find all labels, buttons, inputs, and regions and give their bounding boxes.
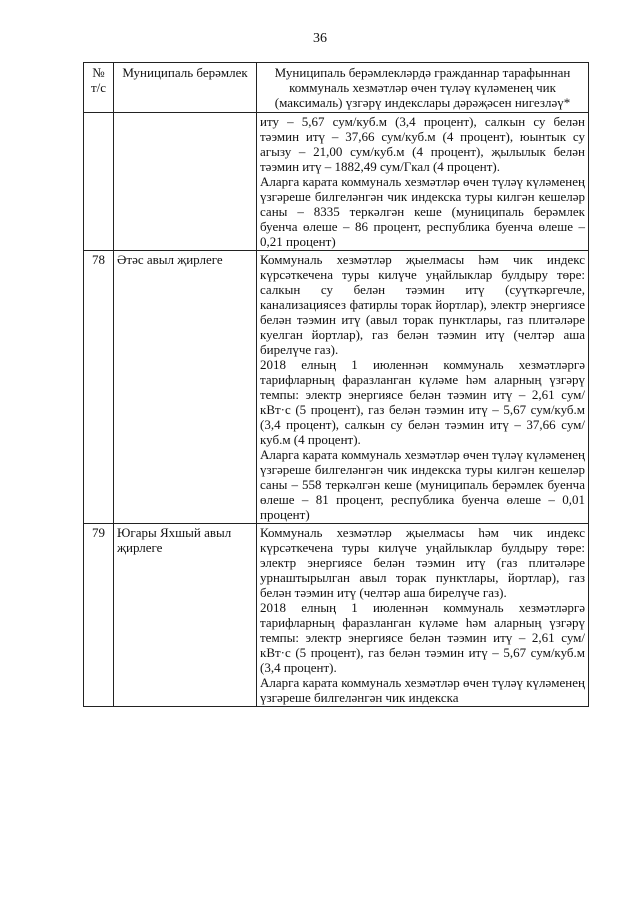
row-municipality: [114, 113, 257, 251]
row-number: 78: [84, 251, 114, 524]
page-number: 36: [313, 31, 327, 46]
description-paragraph: иту – 5,67 сум/куб.м (3,4 процент), салкын су белән тәэмин итү – 37,66 сум/куб.м (4 процент), юынтык су агызу – 21,00 сум/куб.м (4 процент), җылылык белән тәэмин итү – 1882,49 сум/Гкал (4 процент).: [260, 114, 585, 174]
row-number: [84, 113, 114, 251]
description-paragraph: Аларга карата коммуналь хезмәтләр өчен түләү күләменең үзгәреше билгеләнгән чик индекска туры килгән кешеләр саны – 558 теркәлгән кеше (муниципаль берәмлек буенча өлеше – 81 процент, республика буенча өлеше – 0,01 процент): [260, 447, 585, 522]
header-municipality: Муниципаль берәмлек: [114, 63, 257, 113]
row-description: [257, 524, 589, 707]
row-municipality: Югары Яхшый авыл җирлеге: [114, 524, 257, 707]
row-description: [257, 251, 589, 524]
row-number: 79: [84, 524, 114, 707]
description-paragraph: Коммуналь хезмәтләр җыелмасы һәм чик индекс күрсәткечена туры килүче уңайлыклар булдыру төре: салкын су белән тәэмин итү (суүткәргечле, канализациясез фатирлы торак йортлар), электр энергиясе белән тәэмин итү (авыл торак пунктлары, газ плитәләре куелган йортлар), газ белән тәэмин итү (челтәр аша бирелүче газ).: [260, 252, 585, 357]
row-description: [257, 113, 589, 251]
header-description: Муниципаль берәмлекләрдә гражданнар тарафыннан коммуналь хезмәтләр өчен түләү күләменең чик (максималь) үзгәрү индекслары дәрәҗәсен нигезләү*: [257, 63, 589, 113]
table-row: [84, 251, 589, 524]
header-number: № т/с: [84, 63, 114, 113]
description-paragraph: 2018 елның 1 июленнән коммуналь хезмәтләргә тарифларның фаразланган күләме һәм аларның үзгәрү темпы: электр энергиясе белән тәэмин итү – 2,61 сум/кВт·с (5 процент), газ белән тәэмин итү – 5,67 сум/куб.м (3,4 процент), салкын су белән тәэмин итү – 37,66 сум/куб.м (4 процент).: [260, 357, 585, 447]
description-paragraph: Коммуналь хезмәтләр җыелмасы һәм чик индекс күрсәткечена туры килүче уңайлыклар булдыру төре: электр энергиясе белән тәэмин итү (газ плитәләре урнаштырылган авыл торак пунктлары, йортлар), газ белән тәэмин итү (челтәр аша бирелүче газ).: [260, 525, 585, 600]
row-municipality: Әтәс авыл җирлеге: [114, 251, 257, 524]
description-paragraph: 2018 елның 1 июленнән коммуналь хезмәтләргә тарифларның фаразланган күләме һәм аларның үзгәрү темпы: электр энергиясе белән тәэмин итү – 2,61 сум/кВт·с (5 процент), газ белән тәэмин итү – 5,67 сум/куб.м (3,4 процент).: [260, 600, 585, 675]
tariff-index-table: [83, 62, 589, 707]
table-header-row: [84, 63, 589, 113]
table-row: [84, 113, 589, 251]
description-paragraph: Аларга карата коммуналь хезмәтләр өчен түләү күләменең үзгәреше билгеләнгән чик индекска туры килгән кешеләр саны – 8335 теркәлгән кеше (муниципаль берәмлек буенча өлеше – 86 процент, республика буенча өлеше – 0,21 процент): [260, 174, 585, 249]
table-row: [84, 524, 589, 707]
description-paragraph: Аларга карата коммуналь хезмәтләр өчен түләү күләменең үзгәреше билгеләнгән чик индекска: [260, 675, 585, 705]
